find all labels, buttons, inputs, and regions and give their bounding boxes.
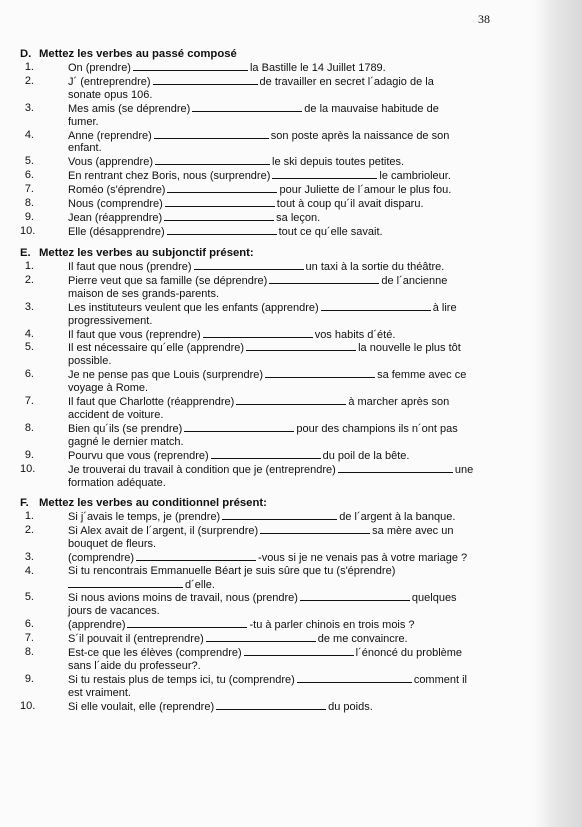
item-suffix: sa mère avec un — [372, 524, 454, 537]
item-number: 5. — [24, 341, 34, 354]
section-d — [20, 48, 510, 239]
item-prompt: Vous (apprendre) — [68, 156, 153, 169]
item-continuation — [68, 142, 510, 155]
item-continuation — [68, 687, 510, 700]
continuation-text: est vraiment. — [68, 686, 131, 699]
item-prompt: Est-ce que les élèves (comprendre) — [68, 647, 242, 660]
continuation-text: jours de vacances. — [68, 605, 160, 618]
item-suffix: le cambrioleur. — [379, 170, 451, 183]
answer-blank[interactable] — [155, 155, 270, 165]
continuation-text: progressivement. — [68, 314, 153, 327]
item-suffix: tout ce qu´elle savait. — [278, 225, 383, 238]
item-text — [68, 700, 510, 714]
item-number: 6. — [24, 169, 34, 182]
item-text — [68, 155, 510, 169]
item-continuation — [68, 538, 510, 551]
item-prompt: Je trouverai du travail à condition que je (entreprendre) — [68, 463, 336, 476]
item-prompt: Nous (comprendre) — [68, 198, 163, 211]
section-title — [20, 497, 510, 510]
item-number: 1. — [24, 260, 34, 272]
item-prompt: Si nous avions moins de travail, nous (prendre) — [68, 592, 298, 605]
item-text — [68, 197, 510, 211]
item-prompt: Si tu rencontrais Emmanuelle Béart je suis sûre que tu (s'éprendre) — [68, 564, 396, 577]
exercise-item — [20, 341, 510, 368]
exercise-item — [20, 102, 510, 129]
exercise-item — [20, 274, 510, 301]
exercise-item — [20, 61, 510, 75]
continuation-text: maison de ses grands-parents. — [68, 287, 220, 300]
exercise-item — [20, 551, 510, 565]
exercise-item — [20, 225, 510, 239]
section-title-text: Mettez les verbes au subjonctif présent: — [39, 247, 254, 259]
item-number: 5. — [24, 155, 34, 168]
exercise-item — [20, 155, 510, 169]
answer-blank[interactable] — [216, 700, 326, 710]
exercise-item — [20, 565, 510, 592]
continuation-text: voyage à Rome. — [68, 382, 149, 395]
exercise-item — [20, 449, 510, 463]
item-prompt: Il faut que nous (prendre) — [68, 261, 192, 273]
item-number: 8. — [24, 197, 34, 210]
answer-blank[interactable] — [244, 646, 354, 656]
exercise-item — [20, 422, 510, 449]
section-title — [20, 247, 510, 260]
item-text — [68, 673, 510, 687]
item-number: 3. — [24, 300, 34, 313]
item-prompt: (comprendre) — [68, 551, 135, 564]
answer-blank[interactable] — [167, 183, 277, 193]
item-number: 2. — [24, 74, 34, 87]
item-number: 9. — [24, 448, 34, 461]
item-text — [68, 368, 510, 382]
answer-blank[interactable] — [167, 225, 277, 235]
item-number: 3. — [24, 101, 34, 114]
item-suffix: pour Juliette de l´amour le plus fou. — [279, 184, 452, 197]
item-suffix: quelques — [411, 592, 457, 605]
exercise-item — [20, 673, 510, 700]
continuation-text: enfant. — [68, 142, 102, 155]
continuation-text: gagné le dernier match. — [68, 435, 184, 448]
item-prompt: Il faut que vous (reprendre) — [68, 328, 201, 341]
item-suffix: pour des champions ils n´ont pas — [296, 422, 458, 435]
item-suffix: -vous si je ne venais pas à votre mariage ? — [258, 551, 468, 564]
continuation-text: possible. — [68, 355, 112, 368]
exercise-item — [20, 700, 510, 714]
section-letter: E. — [20, 247, 31, 259]
answer-blank[interactable] — [269, 274, 379, 284]
item-text — [68, 632, 510, 646]
exercise-list — [20, 260, 510, 489]
item-prompt: Anne (reprendre) — [68, 129, 152, 142]
exercise-item — [20, 211, 510, 225]
item-suffix: tout à coup qu´il avait disparu. — [276, 198, 424, 211]
continuation-text: d´elle. — [185, 578, 215, 591]
item-number: 2. — [24, 523, 34, 536]
item-prompt: J´ (entreprendre) — [68, 75, 151, 88]
section-title-text: Mettez les verbes au passé composé — [39, 48, 237, 60]
item-number: 7. — [24, 632, 34, 645]
section-e — [20, 247, 510, 489]
item-prompt: Si j´avais le temps, je (prendre) — [68, 511, 221, 523]
item-number: 6. — [24, 618, 34, 631]
item-continuation — [68, 660, 510, 673]
answer-blank[interactable] — [300, 591, 410, 601]
answer-blank[interactable] — [184, 422, 294, 432]
item-prompt: Elle (désapprendre) — [68, 225, 165, 238]
answer-blank[interactable] — [222, 510, 337, 520]
item-text — [68, 395, 510, 409]
exercise-item — [20, 591, 510, 618]
item-text — [68, 449, 510, 463]
answer-blank[interactable] — [133, 61, 248, 71]
item-continuation — [68, 89, 510, 102]
item-continuation — [68, 477, 510, 490]
exercise-item — [20, 301, 510, 328]
answer-blank[interactable] — [236, 395, 346, 405]
item-number: 5. — [24, 591, 34, 604]
answer-blank[interactable] — [154, 129, 269, 139]
item-text — [68, 565, 510, 578]
item-number: 4. — [24, 327, 34, 340]
answer-blank[interactable] — [194, 260, 304, 270]
exercise-item — [20, 260, 510, 274]
item-continuation — [68, 605, 510, 618]
section-letter: F. — [20, 497, 29, 509]
item-text — [68, 328, 510, 342]
continuation-text: sans l´aide du professeur?. — [68, 659, 201, 672]
item-text — [68, 274, 510, 288]
item-text — [68, 211, 510, 225]
exercise-item — [20, 463, 510, 490]
item-number: 1. — [24, 61, 34, 73]
item-prompt: En rentrant chez Boris, nous (surprendre) — [68, 170, 271, 183]
page-number: 38 — [478, 12, 490, 26]
item-suffix: du poil de la bête. — [322, 449, 410, 462]
item-suffix: le ski depuis toutes petites. — [272, 156, 405, 169]
answer-blank[interactable] — [164, 211, 274, 221]
continuation-text: fumer. — [68, 115, 99, 128]
continuation-text: accident de voiture. — [68, 408, 164, 421]
section-f — [20, 497, 510, 714]
section-letter: D. — [20, 48, 32, 60]
item-prompt: Mes amis (se déprendre) — [68, 102, 191, 115]
answer-blank[interactable] — [272, 169, 377, 179]
item-number: 8. — [24, 421, 34, 434]
item-continuation — [68, 288, 510, 301]
item-text — [68, 75, 510, 89]
exercise-item — [20, 197, 510, 211]
item-suffix: de travailler en secret l´adagio de la — [259, 75, 434, 88]
answer-blank[interactable] — [68, 578, 183, 588]
continuation-text: formation adéquate. — [68, 476, 166, 489]
item-number: 4. — [24, 128, 34, 141]
answer-blank[interactable] — [165, 197, 275, 207]
item-text — [68, 463, 510, 477]
item-suffix: la Bastille le 14 Juillet 1789. — [249, 62, 386, 74]
exercise-item — [20, 328, 510, 342]
item-prompt: Je ne pense pas que Louis (surprendre) — [68, 369, 264, 382]
item-number: 7. — [24, 183, 34, 196]
item-text — [68, 646, 510, 660]
item-suffix: de l´ancienne — [381, 274, 448, 287]
item-text — [68, 524, 510, 538]
item-suffix: sa leçon. — [276, 211, 321, 224]
item-prompt: Roméo (s'éprendre) — [68, 184, 166, 197]
item-suffix: vos habits d´été. — [314, 328, 396, 341]
item-continuation — [68, 382, 510, 395]
item-continuation — [68, 578, 510, 592]
scanned-page-edge — [534, 0, 582, 827]
item-suffix: de me convaincre. — [317, 633, 408, 646]
item-text — [68, 301, 510, 315]
item-suffix: son poste après la naissance de son — [270, 129, 450, 142]
exercise-item — [20, 368, 510, 395]
item-number: 9. — [24, 210, 34, 223]
item-suffix: une — [454, 463, 474, 476]
exercise-list — [20, 510, 510, 714]
answer-blank[interactable] — [321, 301, 431, 311]
item-text — [68, 225, 510, 239]
answer-blank[interactable] — [297, 673, 412, 683]
answer-blank[interactable] — [153, 75, 258, 85]
item-number: 6. — [24, 368, 34, 381]
exercise-item — [20, 169, 510, 183]
exercise-list — [20, 61, 510, 239]
item-prompt: Il est nécessaire qu´elle (apprendre) — [68, 342, 245, 355]
item-prompt: Si Alex avait de l´argent, il (surprendre) — [68, 524, 259, 537]
item-suffix: sa femme avec ce — [377, 369, 467, 382]
item-suffix: à marcher après son — [348, 396, 450, 409]
item-number: 4. — [24, 564, 34, 577]
answer-blank[interactable] — [127, 618, 247, 628]
answer-blank[interactable] — [203, 328, 313, 338]
item-prompt: S´il pouvait il (entreprendre) — [68, 633, 204, 646]
answer-blank[interactable] — [265, 368, 375, 378]
item-suffix: de la mauvaise habitude de — [304, 102, 439, 115]
item-number: 3. — [24, 550, 34, 563]
answer-blank[interactable] — [211, 449, 321, 459]
item-prompt: On (prendre) — [68, 62, 131, 74]
item-number: 8. — [24, 646, 34, 659]
item-number: 1. — [24, 510, 34, 522]
item-continuation — [68, 355, 510, 368]
item-prompt: Si elle voulait, elle (reprendre) — [68, 700, 215, 713]
item-number: 9. — [24, 672, 34, 685]
item-number: 7. — [24, 395, 34, 408]
exercise-item — [20, 75, 510, 102]
item-suffix: -tu à parler chinois en trois mois ? — [249, 619, 415, 632]
item-prompt: Bien qu´ils (se prendre) — [68, 422, 183, 435]
item-number: 10. — [20, 462, 36, 475]
exercise-item — [20, 618, 510, 632]
item-number: 10. — [20, 224, 36, 237]
continuation-text: sonate opus 106. — [68, 88, 153, 101]
item-text — [68, 260, 510, 274]
item-prompt: Jean (réapprendre) — [68, 211, 163, 224]
item-prompt: (apprendre) — [68, 619, 126, 632]
item-prompt: Pourvu que vous (reprendre) — [68, 449, 209, 462]
item-number: 10. — [20, 699, 36, 712]
exercise-item — [20, 646, 510, 673]
item-continuation — [68, 436, 510, 449]
item-text — [68, 183, 510, 197]
answer-blank[interactable] — [246, 341, 356, 351]
item-number: 2. — [24, 273, 34, 286]
item-prompt: Pierre veut que sa famille (se déprendre) — [68, 274, 268, 287]
continuation-text: bouquet de fleurs. — [68, 537, 157, 550]
item-prompt: Si tu restais plus de temps ici, tu (comprendre) — [68, 673, 295, 686]
exercise-item — [20, 129, 510, 156]
item-suffix: un taxi à la sortie du théâtre. — [305, 261, 445, 273]
item-continuation — [68, 116, 510, 129]
item-text — [68, 618, 510, 632]
item-suffix: du poids. — [328, 700, 373, 713]
item-text — [68, 129, 510, 143]
item-continuation — [68, 409, 510, 422]
item-suffix: de l´argent à la banque. — [339, 511, 456, 523]
answer-blank[interactable] — [192, 102, 302, 112]
item-text — [68, 102, 510, 116]
item-text — [68, 510, 510, 524]
item-text — [68, 591, 510, 605]
item-prompt: Les instituteurs veulent que les enfants (apprendre) — [68, 301, 319, 314]
item-text — [68, 551, 510, 565]
exercise-item — [20, 524, 510, 551]
exercise-item — [20, 632, 510, 646]
item-text — [68, 169, 510, 183]
exercise-item — [20, 183, 510, 197]
item-suffix: comment il — [413, 673, 467, 686]
item-continuation — [68, 315, 510, 328]
item-suffix: à lire — [432, 301, 457, 314]
item-text — [68, 422, 510, 436]
section-title — [20, 48, 510, 61]
answer-blank[interactable] — [260, 524, 370, 534]
answer-blank[interactable] — [136, 551, 256, 561]
item-suffix: la nouvelle le plus tôt — [358, 342, 461, 355]
item-suffix: l´énoncé du problème — [355, 647, 463, 660]
answer-blank[interactable] — [338, 463, 453, 473]
item-text — [68, 61, 510, 75]
section-title-text: Mettez les verbes au conditionnel présent: — [39, 497, 267, 509]
exercise-item — [20, 510, 510, 524]
answer-blank[interactable] — [206, 632, 316, 642]
item-prompt: Il faut que Charlotte (réapprendre) — [68, 396, 235, 409]
item-text — [68, 341, 510, 355]
exercise-item — [20, 395, 510, 422]
